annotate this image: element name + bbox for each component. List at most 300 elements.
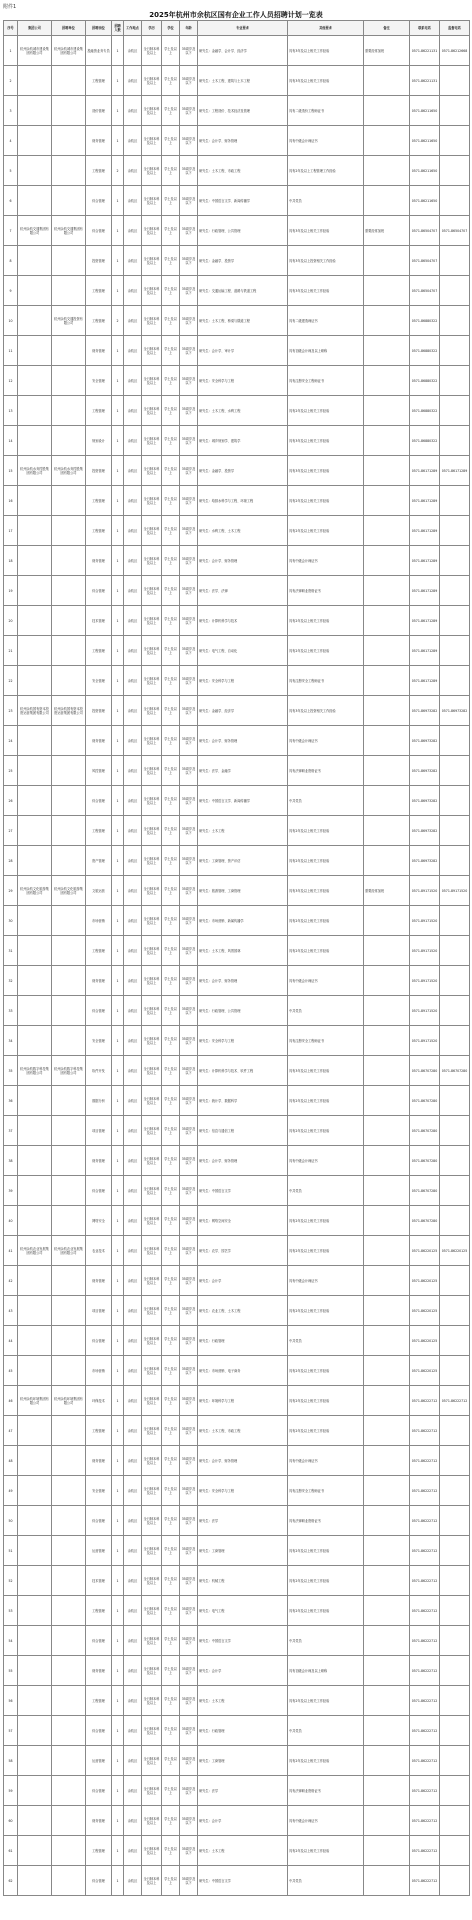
cell-other: 具有2年及以上相关工作经验 (288, 1416, 364, 1446)
cell-degree: 学士及以上 (162, 216, 180, 246)
cell-degree: 学士及以上 (162, 1446, 180, 1476)
cell-group (18, 816, 52, 846)
cell-post: 综合管理 (86, 186, 112, 216)
cell-sup (440, 1326, 470, 1356)
cell-sup (440, 816, 470, 846)
cell-degree: 学士及以上 (162, 876, 180, 906)
table-row (4, 216, 470, 246)
cell-place: 余杭区 (124, 756, 142, 786)
cell-group (18, 1776, 52, 1806)
cell-note (364, 636, 410, 666)
cell-edu: 全日制本科及以上 (142, 1446, 162, 1476)
cell-other: 具有3年及以上相关工作经验 (288, 36, 364, 66)
cell-degree: 学士及以上 (162, 1866, 180, 1896)
cell-unit (52, 1506, 86, 1536)
cell-phone: 0571-86220125 (410, 1236, 440, 1266)
cell-count: 2 (112, 306, 124, 336)
cell-count: 1 (112, 1806, 124, 1836)
cell-edu: 全日制本科及以上 (142, 156, 162, 186)
cell-note: 需要经常加班 (364, 36, 410, 66)
table-row (4, 1446, 470, 1476)
cell-unit (52, 1446, 86, 1476)
cell-sup (440, 576, 470, 606)
cell-count: 1 (112, 1836, 124, 1866)
cell-unit (52, 1656, 86, 1686)
cell-post: 资产管理 (86, 846, 112, 876)
cell-edu: 全日制本科及以上 (142, 1536, 162, 1566)
cell-major: 研究生：法学 (198, 1506, 288, 1536)
cell-other: 中共党员 (288, 186, 364, 216)
cell-post: 安全管理 (86, 366, 112, 396)
cell-unit (52, 816, 86, 846)
cell-unit (52, 1686, 86, 1716)
cell-count: 1 (112, 126, 124, 156)
cell-count: 1 (112, 1296, 124, 1326)
cell-post: 财务管理 (86, 1656, 112, 1686)
cell-count: 1 (112, 906, 124, 936)
cell-place: 余杭区 (124, 1656, 142, 1686)
cell-sup (440, 516, 470, 546)
cell-major: 研究生：土木工程、市政工程 (198, 156, 288, 186)
cell-group (18, 1806, 52, 1836)
cell-age: 35周岁及以下 (180, 966, 198, 996)
cell-group (18, 966, 52, 996)
cell-phone: 0571-86171289 (410, 486, 440, 516)
cell-other: 具有中级会计师证书 (288, 1146, 364, 1176)
cell-unit: 杭州余杭交通投资有限公司 (52, 306, 86, 336)
cell-major: 研究生：会计学、财务管理 (198, 966, 288, 996)
cell-place: 余杭区 (124, 1476, 142, 1506)
cell-place: 余杭区 (124, 966, 142, 996)
cell-other: 具有2年及以上相关工作经验 (288, 606, 364, 636)
cell-note (364, 396, 410, 426)
cell-count: 1 (112, 1536, 124, 1566)
cell-age: 35周岁及以下 (180, 1086, 198, 1116)
cell-post: 工程管理 (86, 486, 112, 516)
cell-note (364, 1416, 410, 1446)
table-row (4, 366, 470, 396)
cell-edu: 全日制本科及以上 (142, 486, 162, 516)
cell-unit (52, 1296, 86, 1326)
cell-phone: 0571-86504707 (410, 246, 440, 276)
cell-place: 余杭区 (124, 1866, 142, 1896)
cell-unit: 杭州余杭数字科技集团有限公司 (52, 1056, 86, 1086)
cell-no: 34 (4, 1026, 18, 1056)
cell-edu: 全日制本科及以上 (142, 1506, 162, 1536)
cell-degree: 学士及以上 (162, 126, 180, 156)
table-row (4, 1506, 470, 1536)
cell-note (364, 816, 410, 846)
cell-major: 研究生：工商管理 (198, 1536, 288, 1566)
cell-no: 3 (4, 96, 18, 126)
cell-major: 研究生：电气工程、自动化 (198, 636, 288, 666)
cell-place: 余杭区 (124, 1236, 142, 1266)
cell-group (18, 276, 52, 306)
cell-age: 35周岁及以下 (180, 1356, 198, 1386)
cell-degree: 学士及以上 (162, 816, 180, 846)
cell-age: 35周岁及以下 (180, 636, 198, 666)
cell-edu: 全日制本科及以上 (142, 1776, 162, 1806)
cell-note (364, 606, 410, 636)
cell-unit (52, 1716, 86, 1746)
cell-group (18, 1866, 52, 1896)
cell-major: 研究生：计算机科学与技术 (198, 606, 288, 636)
cell-sup: 0571-86222712 (440, 1386, 470, 1416)
cell-place: 余杭区 (124, 1626, 142, 1656)
table-row (4, 636, 470, 666)
cell-age: 35周岁及以下 (180, 306, 198, 336)
cell-count: 1 (112, 1506, 124, 1536)
cell-age: 35周岁及以下 (180, 396, 198, 426)
cell-phone: 0571-86171289 (410, 606, 440, 636)
cell-place: 余杭区 (124, 726, 142, 756)
cell-no: 53 (4, 1596, 18, 1626)
cell-other: 具有2年及以上相关工作经验 (288, 486, 364, 516)
cell-degree: 学士及以上 (162, 1656, 180, 1686)
cell-group (18, 1326, 52, 1356)
cell-phone: 0571-86171289 (410, 576, 440, 606)
cell-count: 1 (112, 276, 124, 306)
cell-degree: 学士及以上 (162, 1176, 180, 1206)
table-row (4, 966, 470, 996)
cell-place: 余杭区 (124, 1836, 142, 1866)
cell-count: 1 (112, 1866, 124, 1896)
cell-count: 1 (112, 846, 124, 876)
cell-major: 研究生：会计学 (198, 1266, 288, 1296)
cell-age: 35周岁及以下 (180, 846, 198, 876)
cell-sup (440, 726, 470, 756)
cell-count: 1 (112, 1596, 124, 1626)
cell-unit (52, 156, 86, 186)
cell-count: 1 (112, 1326, 124, 1356)
cell-place: 余杭区 (124, 126, 142, 156)
cell-phone: 0571-86973282 (410, 846, 440, 876)
cell-phone: 0571-86222712 (410, 1386, 440, 1416)
cell-other: 中共党员 (288, 1626, 364, 1656)
cell-major: 研究生：环境科学与工程 (198, 1386, 288, 1416)
cell-major: 研究生：市场营销、新闻传播学 (198, 906, 288, 936)
table-row (4, 696, 470, 726)
cell-post: 综合管理 (86, 1626, 112, 1656)
cell-place: 余杭区 (124, 1386, 142, 1416)
cell-age: 35周岁及以下 (180, 1716, 198, 1746)
cell-group (18, 786, 52, 816)
cell-note (364, 1476, 410, 1506)
cell-post: 安全管理 (86, 666, 112, 696)
cell-sup (440, 906, 470, 936)
cell-no: 55 (4, 1656, 18, 1686)
cell-no: 52 (4, 1566, 18, 1596)
cell-no: 49 (4, 1476, 18, 1506)
cell-edu: 全日制本科及以上 (142, 96, 162, 126)
cell-group (18, 1086, 52, 1116)
cell-place: 余杭区 (124, 486, 142, 516)
table-row (4, 756, 470, 786)
cell-post: 财务管理 (86, 126, 112, 156)
cell-phone: 0571-86222712 (410, 1806, 440, 1836)
cell-other: 具有注册安全工程师证书 (288, 1476, 364, 1506)
cell-group (18, 1746, 52, 1776)
table-row (4, 276, 470, 306)
cell-major: 研究生：土木工程、风景园林 (198, 936, 288, 966)
cell-no: 23 (4, 696, 18, 726)
cell-post: 市场营销 (86, 906, 112, 936)
table-row (4, 1866, 470, 1896)
cell-group (18, 366, 52, 396)
cell-count: 1 (112, 786, 124, 816)
cell-major: 研究生：工商管理、资产评估 (198, 846, 288, 876)
cell-edu: 全日制本科及以上 (142, 1866, 162, 1896)
cell-other: 具有2年及以上相关工作经验 (288, 1386, 364, 1416)
cell-phone: 0571-86222712 (410, 1716, 440, 1746)
cell-edu: 全日制本科及以上 (142, 306, 162, 336)
cell-count: 1 (112, 186, 124, 216)
cell-note (364, 306, 410, 336)
cell-degree: 学士及以上 (162, 306, 180, 336)
cell-place: 余杭区 (124, 1146, 142, 1176)
cell-place: 余杭区 (124, 1716, 142, 1746)
cell-other: 具有法律职业资格证书 (288, 1506, 364, 1536)
table-row (4, 726, 470, 756)
cell-sup (440, 486, 470, 516)
cell-phone: 0571-86220125 (410, 1356, 440, 1386)
cell-unit (52, 1266, 86, 1296)
cell-major: 研究生：机械工程 (198, 1566, 288, 1596)
cell-age: 35周岁及以下 (180, 1146, 198, 1176)
cell-place: 余杭区 (124, 786, 142, 816)
cell-age: 35周岁及以下 (180, 1056, 198, 1086)
cell-place: 余杭区 (124, 1086, 142, 1116)
cell-age: 35周岁及以下 (180, 486, 198, 516)
cell-sup (440, 1176, 470, 1206)
cell-no: 22 (4, 666, 18, 696)
cell-unit: 杭州余杭城市建设集团有限公司 (52, 36, 86, 66)
cell-group (18, 1686, 52, 1716)
cell-degree: 学士及以上 (162, 726, 180, 756)
cell-other: 具有3年及以上投资相关工作经验 (288, 696, 364, 726)
cell-note (364, 906, 410, 936)
cell-degree: 学士及以上 (162, 1416, 180, 1446)
table-header-row (4, 21, 470, 36)
cell-note (364, 126, 410, 156)
cell-no: 2 (4, 66, 18, 96)
cell-phone: 0571-86880322 (410, 336, 440, 366)
cell-note (364, 846, 410, 876)
cell-count: 1 (112, 1056, 124, 1086)
cell-degree: 学士及以上 (162, 606, 180, 636)
cell-age: 35周岁及以下 (180, 1296, 198, 1326)
cell-group (18, 96, 52, 126)
cell-group (18, 906, 52, 936)
cell-place: 余杭区 (124, 426, 142, 456)
cell-age: 35周岁及以下 (180, 36, 198, 66)
cell-major: 研究生：安全科学与工程 (198, 1476, 288, 1506)
cell-edu: 全日制本科及以上 (142, 336, 162, 366)
cell-place: 余杭区 (124, 1266, 142, 1296)
cell-sup: 0571-86171289 (440, 456, 470, 486)
cell-unit (52, 906, 86, 936)
cell-edu: 全日制本科及以上 (142, 1416, 162, 1446)
cell-sup (440, 1266, 470, 1296)
cell-major: 研究生：土木工程、桥梁与隧道工程 (198, 306, 288, 336)
cell-phone: 0571-86880322 (410, 426, 440, 456)
cell-phone: 0571-89171520 (410, 936, 440, 966)
cell-phone: 0571-86973282 (410, 786, 440, 816)
cell-sup (440, 1416, 470, 1446)
cell-post: 投资管理 (86, 456, 112, 486)
cell-degree: 学士及以上 (162, 696, 180, 726)
table-row (4, 1296, 470, 1326)
cell-major: 研究生：城乡规划学、建筑学 (198, 426, 288, 456)
table-row (4, 1026, 470, 1056)
cell-age: 35周岁及以下 (180, 1446, 198, 1476)
cell-note (364, 1206, 410, 1236)
cell-group (18, 1566, 52, 1596)
cell-degree: 学士及以上 (162, 1566, 180, 1596)
cell-no: 50 (4, 1506, 18, 1536)
cell-sup: 0571-89171520 (440, 876, 470, 906)
cell-no: 39 (4, 1176, 18, 1206)
cell-place: 余杭区 (124, 336, 142, 366)
cell-major: 研究生：统计学、数据科学 (198, 1086, 288, 1116)
cell-place: 余杭区 (124, 306, 142, 336)
cell-place: 余杭区 (124, 1296, 142, 1326)
cell-phone: 0571-86222712 (410, 1506, 440, 1536)
cell-age: 35周岁及以下 (180, 126, 198, 156)
cell-age: 35周岁及以下 (180, 816, 198, 846)
cell-other: 具有2年及以上相关工作经验 (288, 816, 364, 846)
cell-group (18, 1296, 52, 1326)
cell-post: 投融资业务专员 (86, 36, 112, 66)
cell-place: 余杭区 (124, 246, 142, 276)
cell-group (18, 426, 52, 456)
cell-note (364, 1776, 410, 1806)
cell-phone: 0571-86222712 (410, 1626, 440, 1656)
cell-edu: 全日制本科及以上 (142, 66, 162, 96)
cell-sup (440, 1506, 470, 1536)
cell-count: 1 (112, 456, 124, 486)
cell-phone: 0571-86220125 (410, 1296, 440, 1326)
cell-other: 中共党员 (288, 1176, 364, 1206)
cell-note (364, 1686, 410, 1716)
cell-major: 研究生：会计学、财务管理 (198, 126, 288, 156)
cell-other: 具有2年及以上相关工作经验 (288, 396, 364, 426)
cell-count: 1 (112, 66, 124, 96)
cell-other: 具有2年及以上相关工作经验 (288, 1746, 364, 1776)
cell-count: 1 (112, 1356, 124, 1386)
cell-unit: 杭州余杭水务控股集团有限公司 (52, 456, 86, 486)
cell-note (364, 1116, 410, 1146)
cell-note (364, 1626, 410, 1656)
cell-degree: 学士及以上 (162, 936, 180, 966)
cell-age: 35周岁及以下 (180, 516, 198, 546)
cell-edu: 全日制本科及以上 (142, 516, 162, 546)
cell-edu: 全日制本科及以上 (142, 1056, 162, 1086)
cell-edu: 全日制本科及以上 (142, 186, 162, 216)
table-row (4, 1686, 470, 1716)
cell-note (364, 1806, 410, 1836)
cell-phone: 0571-86221131 (410, 36, 440, 66)
cell-count: 1 (112, 1686, 124, 1716)
cell-count: 1 (112, 1206, 124, 1236)
cell-place: 余杭区 (124, 1776, 142, 1806)
cell-edu: 全日制本科及以上 (142, 546, 162, 576)
cell-phone: 0571-86171289 (410, 456, 440, 486)
cell-place: 余杭区 (124, 516, 142, 546)
cell-unit (52, 366, 86, 396)
cell-count: 1 (112, 516, 124, 546)
cell-note (364, 96, 410, 126)
cell-count: 1 (112, 1236, 124, 1266)
cell-note (364, 486, 410, 516)
table-row (4, 1536, 470, 1566)
header-cell: 年龄 (180, 21, 198, 36)
cell-note (364, 696, 410, 726)
cell-group (18, 666, 52, 696)
table-row (4, 1836, 470, 1866)
cell-other: 具有2年及以上相关工作经验 (288, 1236, 364, 1266)
cell-count: 1 (112, 576, 124, 606)
table-row (4, 816, 470, 846)
cell-note (364, 1236, 410, 1266)
cell-degree: 学士及以上 (162, 336, 180, 366)
cell-unit (52, 1176, 86, 1206)
recruitment-table (3, 20, 470, 1896)
cell-count: 1 (112, 1176, 124, 1206)
cell-count: 1 (112, 1716, 124, 1746)
cell-group: 杭州余杭国有资本投资运营集团有限公司 (18, 696, 52, 726)
cell-note (364, 1566, 410, 1596)
cell-degree: 学士及以上 (162, 1116, 180, 1146)
table-row (4, 1206, 470, 1236)
cell-count: 1 (112, 726, 124, 756)
cell-edu: 全日制本科及以上 (142, 1716, 162, 1746)
cell-place: 余杭区 (124, 1446, 142, 1476)
cell-sup (440, 1446, 470, 1476)
cell-other: 具有2年及以上相关工作经验 (288, 1596, 364, 1626)
cell-phone: 0571-89171520 (410, 906, 440, 936)
cell-unit (52, 96, 86, 126)
cell-edu: 全日制本科及以上 (142, 1476, 162, 1506)
cell-sup (440, 1836, 470, 1866)
cell-other: 具有2年及以上相关工作经验 (288, 1086, 364, 1116)
cell-note (364, 1656, 410, 1686)
cell-sup: 0571-86973282 (440, 696, 470, 726)
cell-age: 35周岁及以下 (180, 336, 198, 366)
cell-unit (52, 1566, 86, 1596)
cell-unit (52, 396, 86, 426)
cell-degree: 学士及以上 (162, 1506, 180, 1536)
cell-place: 余杭区 (124, 1026, 142, 1056)
cell-age: 35周岁及以下 (180, 1026, 198, 1056)
cell-place: 余杭区 (124, 1536, 142, 1566)
cell-phone: 0571-86222712 (410, 1416, 440, 1446)
cell-count: 1 (112, 876, 124, 906)
cell-group (18, 936, 52, 966)
table-row (4, 1716, 470, 1746)
cell-no: 32 (4, 966, 18, 996)
cell-group: 杭州余杭交通集团有限公司 (18, 216, 52, 246)
cell-sup (440, 1716, 470, 1746)
cell-sup: 0571-86220125 (440, 1236, 470, 1266)
cell-post: 数据分析 (86, 1086, 112, 1116)
cell-post: 技术管理 (86, 606, 112, 636)
cell-degree: 学士及以上 (162, 756, 180, 786)
cell-note (364, 456, 410, 486)
cell-major: 研究生：中国语言文学 (198, 1176, 288, 1206)
cell-degree: 学士及以上 (162, 486, 180, 516)
cell-edu: 全日制本科及以上 (142, 276, 162, 306)
